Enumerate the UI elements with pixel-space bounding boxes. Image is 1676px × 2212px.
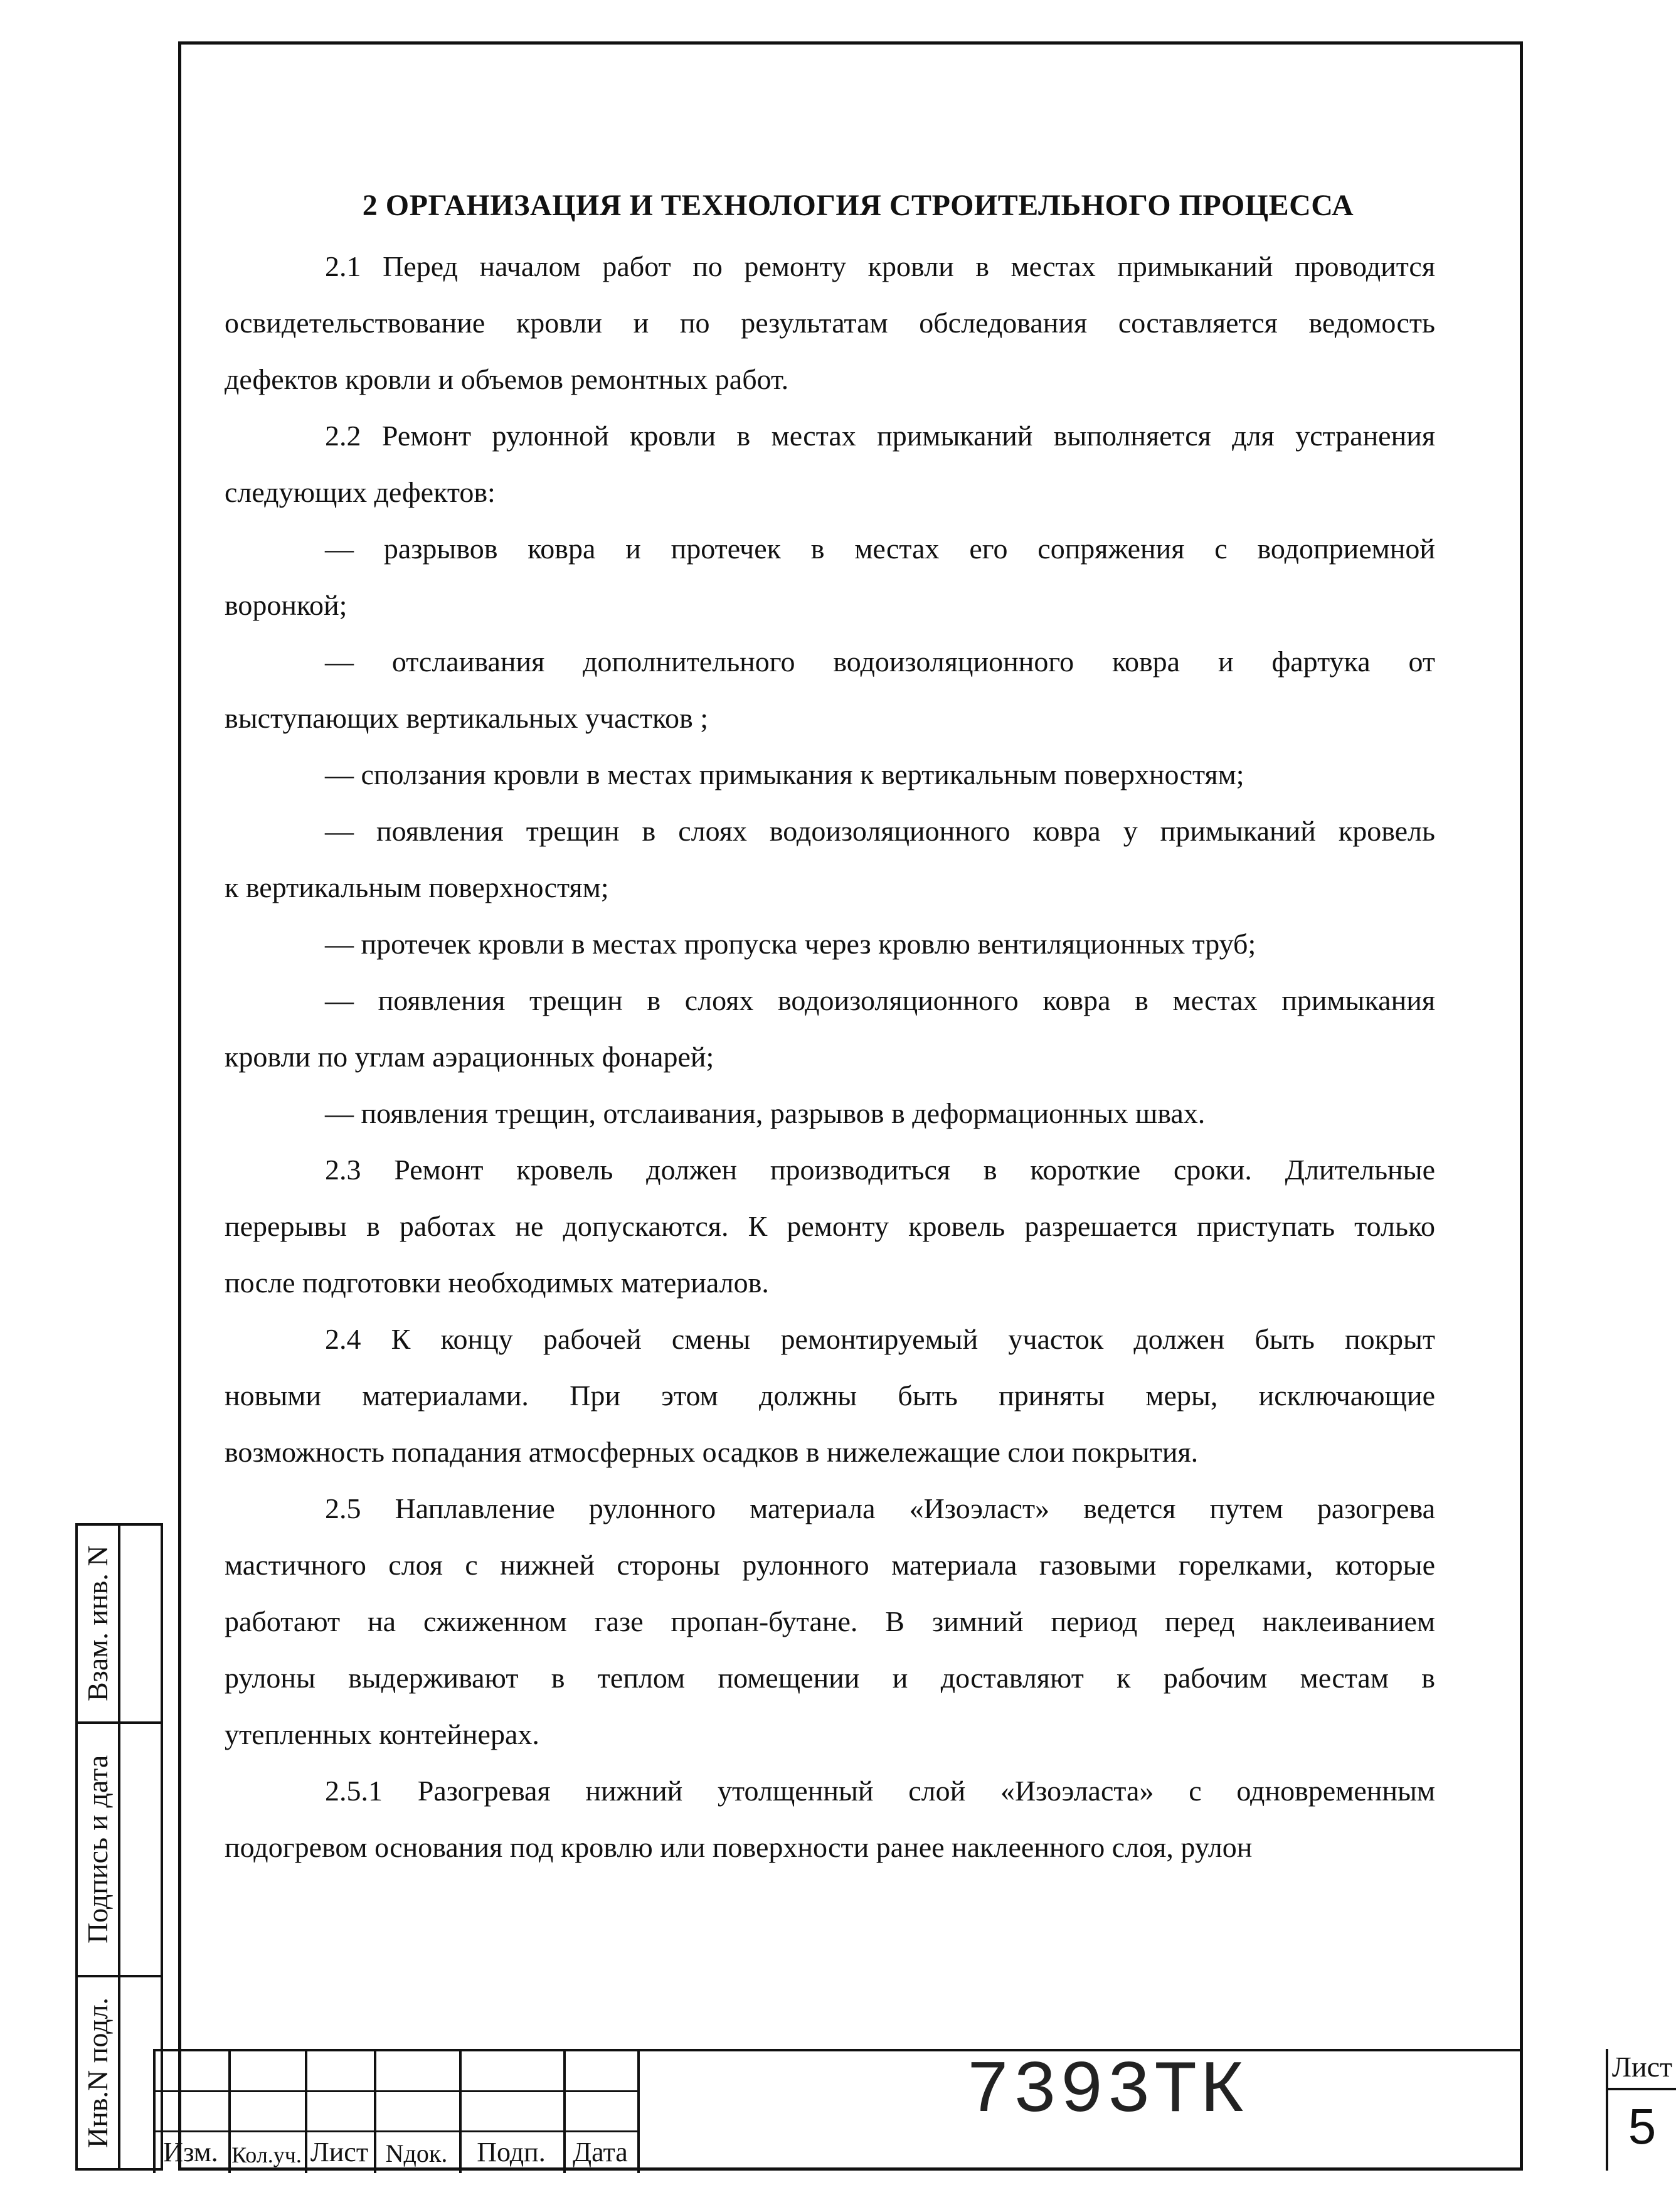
text-line: 2.5 Наплавление рулонного материала «Изоэласт» ведется путем разогрева [325,1492,1435,1524]
text-line: — разрывов ковра и протечек в местах его сопряжения с водоприемной [325,533,1435,565]
section-title: 2 ОРГАНИЗАЦИЯ И ТЕХНОЛОГИЯ СТРОИТЕЛЬНОГО ПРОЦЕССА [362,189,1354,222]
text-line: освидетельствование кровли и по результатам обследования составляется ведомость [225,307,1435,339]
paragraph [225,1142,1435,1311]
revision-column-label: Кол.уч. [231,2142,302,2167]
side-label-podpis-data: Подпись и дата [82,1755,114,1944]
text-line: возможность попадания атмосферных осадков в нижележащие слои покрытия. [225,1436,1199,1468]
paragraph [225,521,1435,634]
revision-table [153,2049,640,2171]
paragraph [225,916,1435,972]
text-line: дефектов кровли и объемов ремонтных работ. [225,363,789,395]
side-stamp-podpis-data [75,1721,163,1977]
text-line: — протечек кровли в местах пропуска через кровлю вентиляционных труб; [325,928,1256,960]
revision-column-label: Дата [573,2137,628,2167]
text-line: работают на сжиженном газе пропан-бутане. В зимний период перед наклеиванием [225,1605,1435,1637]
document-code: 7393ТК [965,2050,1248,2134]
paragraph [225,1311,1435,1481]
text-line: воронкой; [225,589,347,621]
text-line: мастичного слоя с нижней стороны рулонного материала газовыми горелками, которые [225,1549,1435,1581]
text-line: 2.1 Перед началом работ по ремонту кровли в местах примыканий проводится [325,250,1435,282]
text-line: — отслаивания дополнительного водоизоляционного ковра и фартука от [325,646,1435,678]
paragraph [225,747,1435,803]
paragraph [225,634,1435,747]
text-line: перерывы в работах не допускаются. К ремонту кровель разрешается приступать только [225,1210,1435,1242]
text-line: подогревом основания под кровлю или поверхности ранее наклеенного слоя, рулон [225,1831,1253,1863]
text-line: — появления трещин в слоях водоизоляционного ковра в местах примыкания [325,984,1435,1016]
revision-column-label: Nдок. [385,2139,448,2167]
text-line: — сползания кровли в местах примыкания к вертикальным поверхностям; [325,758,1244,790]
text-line: — появления трещин в слоях водоизоляционного ковра у примыканий кровель [325,815,1435,847]
side-label-vzam-inv: Взам. инв. N [82,1545,114,1702]
text-line: 2.3 Ремонт кровель должен производиться в короткие сроки. Длительные [325,1154,1435,1186]
text-line: кровли по углам аэрационных фонарей; [225,1041,714,1073]
text-line: после подготовки необходимых материалов. [225,1267,769,1299]
revision-column-label: Изм. [163,2137,218,2167]
paragraph [225,972,1435,1085]
text-line: 2.2 Ремонт рулонной кровли в местах примыканий выполняется для устранения [325,420,1435,452]
text-line: — появления трещин, отслаивания, разрывов в деформационных швах. [325,1097,1206,1129]
text-line: выступающих вертикальных участков ; [225,702,708,734]
paragraph [225,1085,1435,1142]
text-line: 2.4 К концу рабочей смены ремонтируемый участок должен быть покрыт [325,1323,1435,1355]
text-line: следующих дефектов: [225,476,496,508]
sheet-number: 5 [1628,2098,1657,2154]
paragraph [225,238,1435,408]
side-stamp-inv-podl [75,1975,163,2171]
text-line: утепленных контейнерах. [225,1718,539,1750]
text-line: 2.5.1 Разогревая нижний утолщенный слой «Изоэласта» с одновременным [325,1775,1435,1807]
revision-column-label: Лист [310,2137,369,2167]
paragraph [225,408,1435,521]
paragraph [225,1481,1435,1763]
side-label-inv-podl: Инв.N подл. [82,1997,114,2148]
title-block [153,2049,1673,2171]
paragraph [225,803,1435,916]
text-line: к вертикальным поверхностям; [225,871,609,903]
side-stamp-vzam-inv [75,1523,163,1724]
sheet-box [1606,2049,1676,2171]
text-line: рулоны выдерживают в теплом помещении и доставляют к рабочим местам в [225,1662,1435,1694]
text-line: новыми материалами. При этом должны быть приняты меры, исключающие [225,1380,1435,1412]
revision-column-label: Подп. [477,2137,546,2167]
sheet-label: Лист [1611,2051,1673,2083]
paragraph [225,1763,1435,1876]
